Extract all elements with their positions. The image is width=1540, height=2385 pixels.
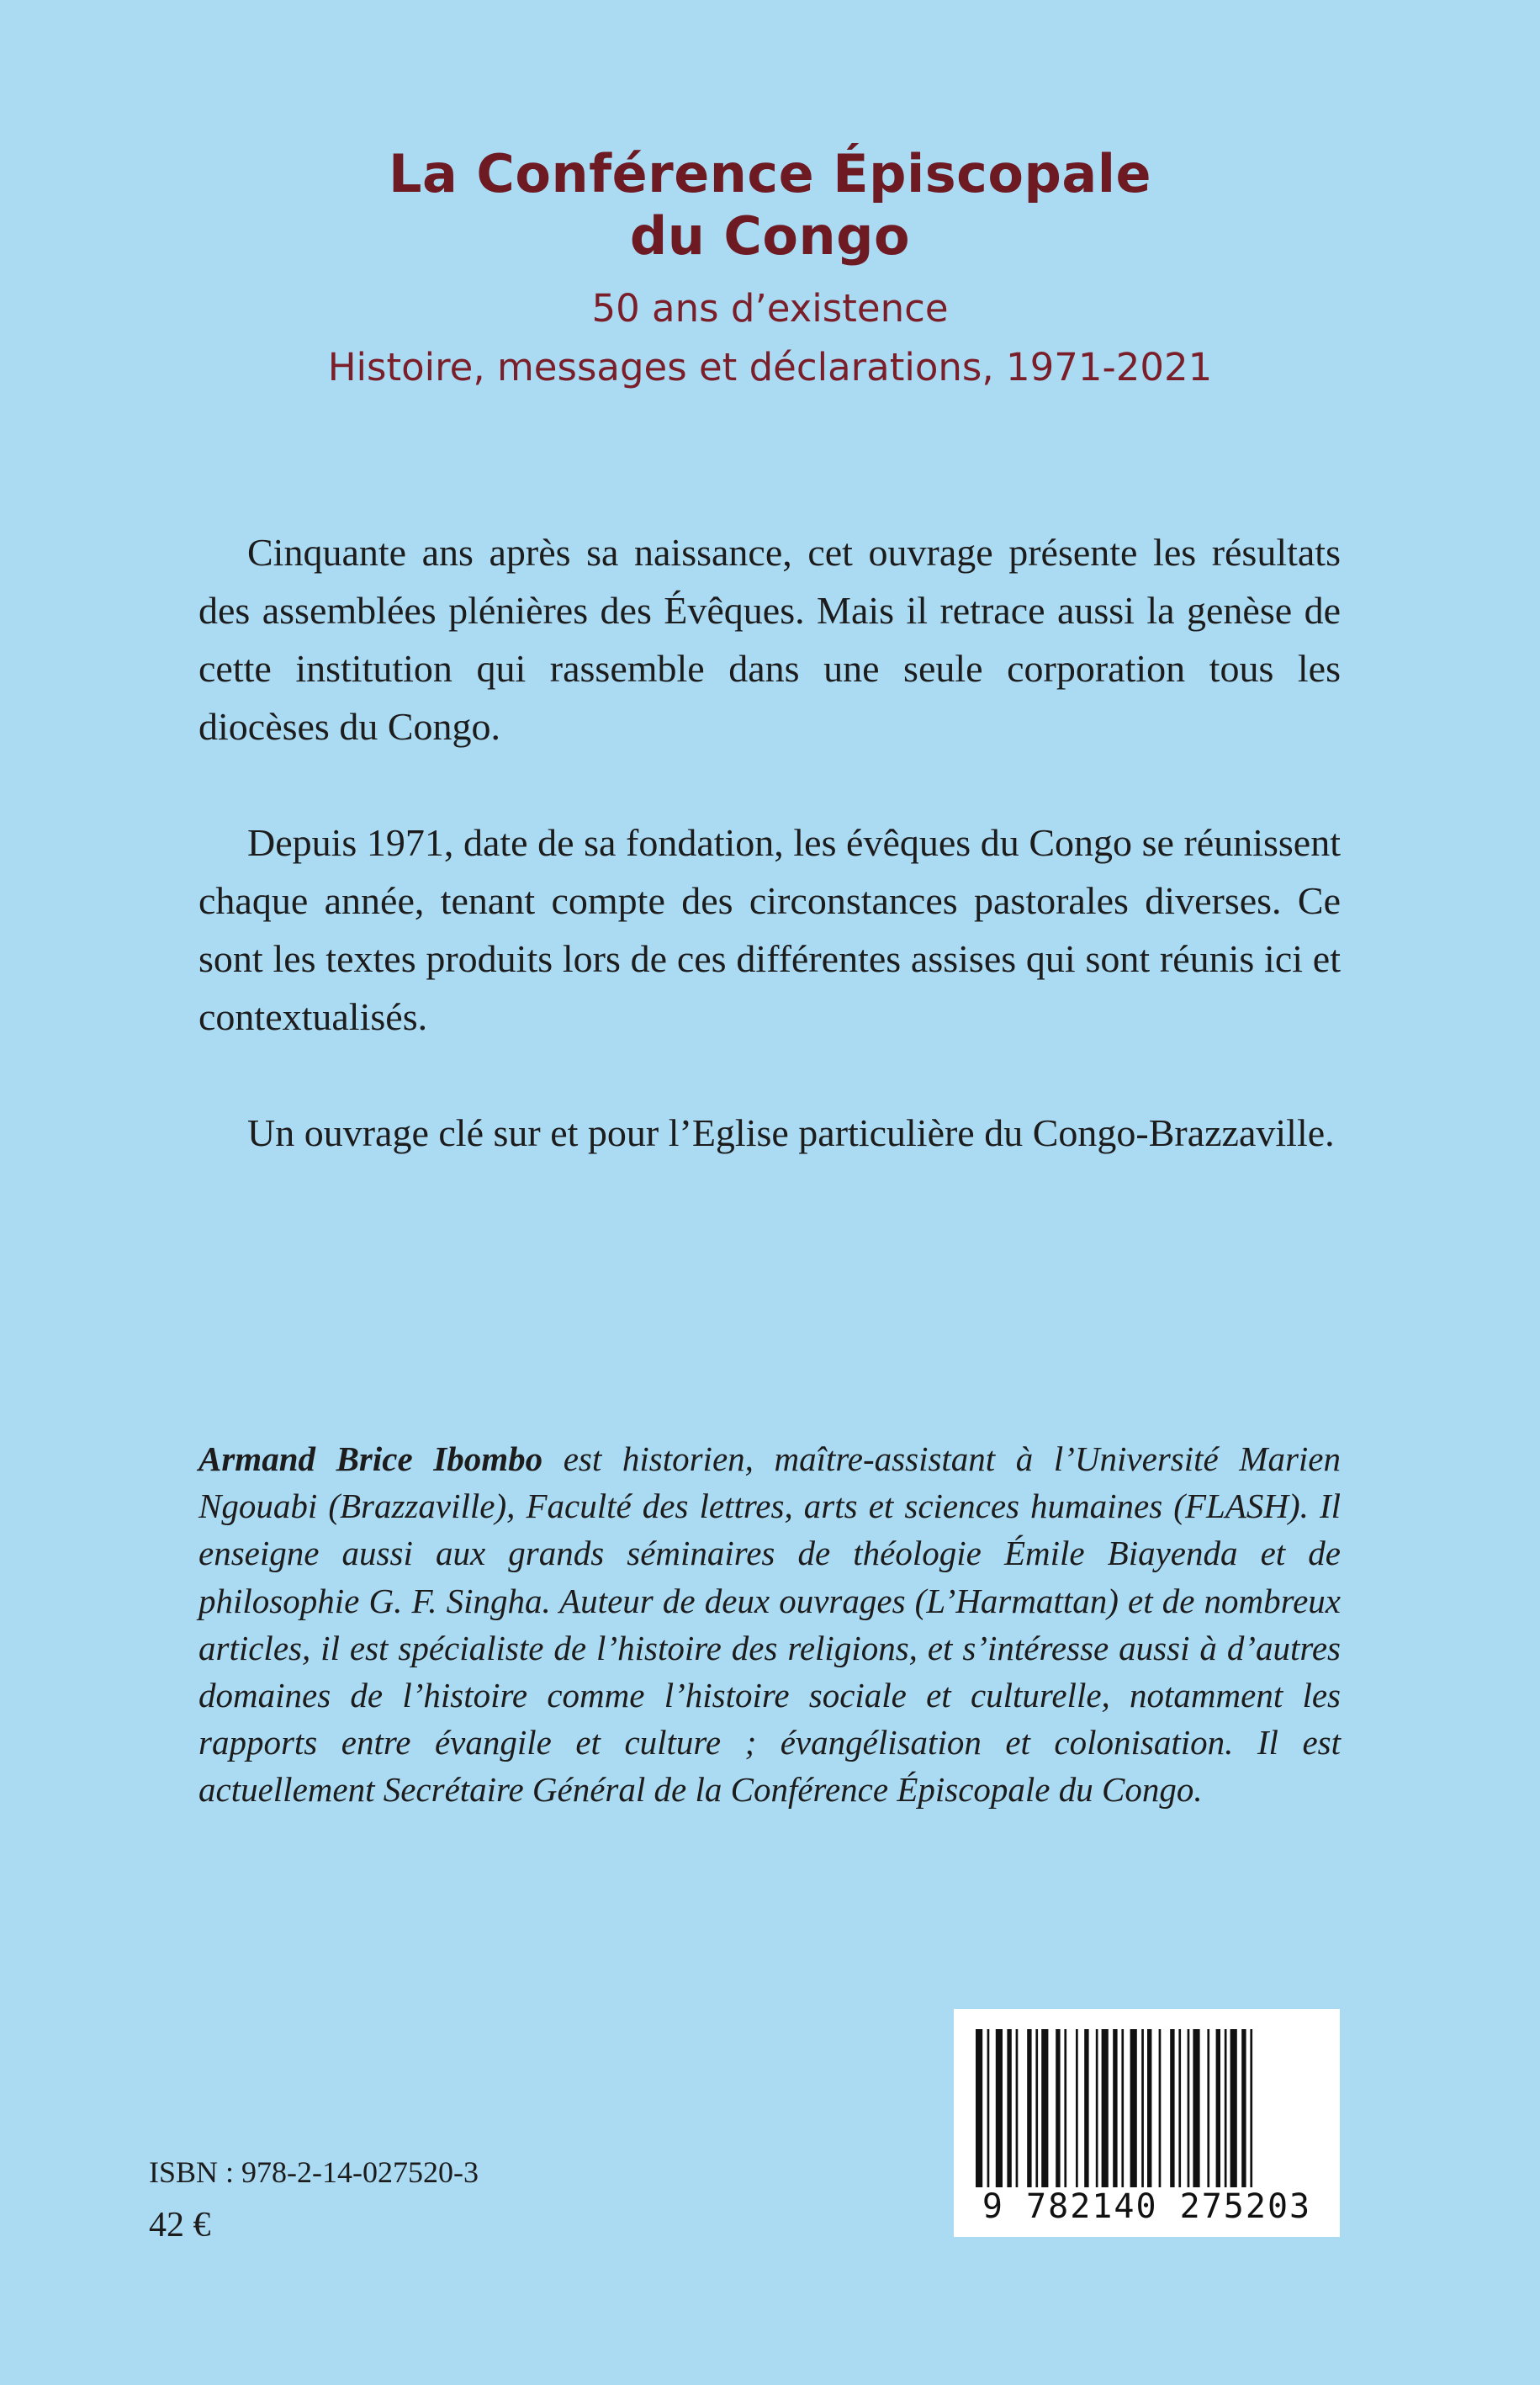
barcode-bar [1216, 2029, 1220, 2187]
book-subtitle-line-1: 50 ans d’existence [591, 286, 949, 331]
barcode-bar [1102, 2029, 1109, 2187]
barcode-bar [1188, 2029, 1190, 2187]
barcode-bar [1159, 2029, 1162, 2187]
barcode-bar [1084, 2029, 1088, 2187]
blurb-paragraph-2: Depuis 1971, date de sa fondation, les évêques du Congo se réunissent chaque année, tenant compte des circonstances pastorales diverses. Ce sont les textes produits lors de ces différentes assises qui sont réunis ici et contextualisés. [198, 821, 1341, 1038]
barcode-bar [1241, 2029, 1246, 2187]
barcode-bar [1041, 2029, 1048, 2187]
barcode-bar [1076, 2029, 1078, 2187]
barcode-bar [1096, 2029, 1098, 2187]
barcode-bars [974, 2029, 1320, 2187]
barcode-bar [1193, 2029, 1199, 2187]
barcode-bar [1064, 2029, 1066, 2187]
barcode-bar [1027, 2029, 1031, 2187]
book-title-line-1: La Conférence Épiscopale [388, 143, 1152, 204]
barcode-bar [1007, 2029, 1011, 2187]
barcode-bar [1130, 2029, 1137, 2187]
barcode-bar [987, 2029, 990, 2187]
barcode-bar [976, 2029, 982, 2187]
book-subtitle-line-2: Histoire, messages et déclarations, 1971-2021 [327, 345, 1213, 390]
barcode-bar [1147, 2029, 1151, 2187]
blurb-paragraph-1: Cinquante ans après sa naissance, cet ouvrage présente les résultats des assemblées plénières des Évêques. Mais il retrace aussi la genèse de cette institution qui rassemble dans une seule corporation tous les diocèses du Congo. [198, 531, 1341, 748]
book-subtitle [0, 279, 1540, 397]
barcode-bar [1056, 2029, 1060, 2187]
barcode-bar [1113, 2029, 1117, 2187]
barcode-digits: 9 782140 275203 [982, 2187, 1312, 2226]
barcode-bar [1121, 2029, 1124, 2187]
barcode-bar [1207, 2029, 1209, 2187]
barcode-bar [1016, 2029, 1019, 2187]
barcode-bar [1230, 2029, 1237, 2187]
barcode-bar [1225, 2029, 1227, 2187]
barcode-bar [1178, 2029, 1181, 2187]
barcode-bar [1250, 2029, 1252, 2187]
blurb-paragraph-3: Un ouvrage clé sur et pour l’Eglise particulière du Congo-Brazzaville. [247, 1111, 1335, 1154]
author-name: Armand Brice Ibombo [198, 1439, 543, 1478]
author-bio-text: est historien, maître-assistant à l’Université Marien Ngouabi (Brazzaville), Faculté des lettres, arts et sciences humaines (FLASH). Il enseigne aussi aux grands séminaires de théologie Émile Biayenda et de philosophie G. F. Singha. Auteur de deux ouvrages (L’Harmattan) et de nombreux articles, il est spécialiste de l’histoire des religions, et s’intéresse aussi à d’autres domaines de l’histoire comme l’histoire sociale et culturelle, notamment les rapports entre évangile et culture ; évangélisation et colonisation. Il est actuellement Secrétaire Général de la Conférence Épiscopale du Congo. [198, 1439, 1341, 1810]
barcode-bar [1035, 2029, 1038, 2187]
barcode-bar [1141, 2029, 1144, 2187]
isbn-number: ISBN : 978-2-14-027520-3 [149, 2155, 479, 2189]
book-title-line-2: du Congo [629, 205, 911, 267]
author-biography [198, 1435, 1341, 1814]
price-label: 42 € [149, 2206, 211, 2245]
cover-title-block [0, 143, 1540, 397]
barcode-bar [1170, 2029, 1174, 2187]
barcode [954, 2009, 1340, 2237]
barcode-bar [996, 2029, 1003, 2187]
